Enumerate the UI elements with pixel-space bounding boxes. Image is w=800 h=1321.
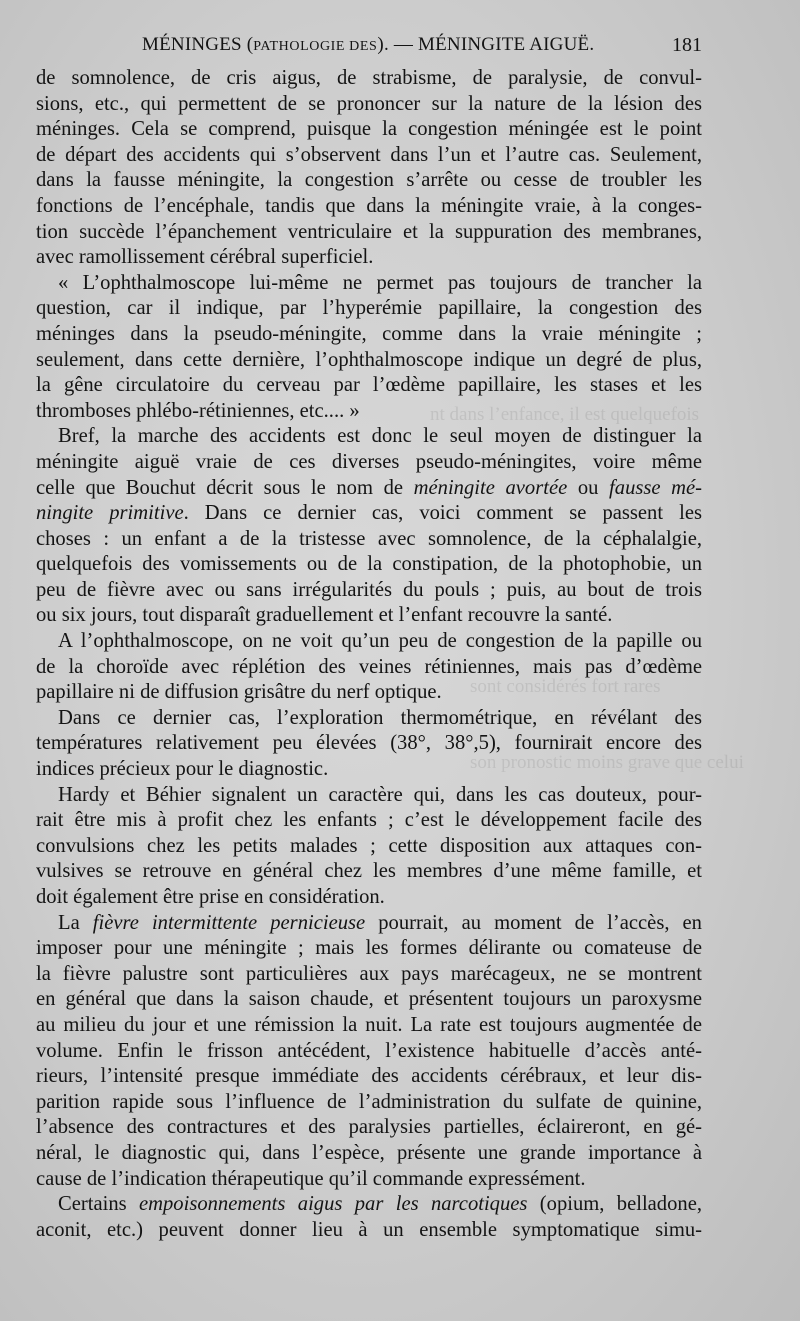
line-text: méningite aiguë vraie de ces diverses pseudo-méningites, voire même	[36, 450, 702, 473]
text-line	[36, 552, 702, 578]
line-text: dans la fausse méningite, la congestion s’arrête ou cesse de troubler les	[36, 169, 702, 192]
line-text: ou six jours, tout disparaît graduellement et l’enfant recouvre la santé.	[36, 604, 613, 627]
line-text: la fièvre palustre sont particulières aux pays marécageux, ne se montrent	[36, 962, 702, 985]
text-line	[36, 1218, 702, 1244]
text-line	[36, 911, 702, 937]
text-line	[36, 1141, 702, 1167]
bleed-through-text: sont considérés fort rares	[470, 676, 661, 697]
text-line	[36, 1192, 702, 1218]
text-line	[36, 1115, 702, 1141]
text-line	[36, 1039, 702, 1065]
line-text: tion succède l’épanchement ventriculaire et la suppuration des membranes,	[36, 220, 702, 243]
text-line	[36, 92, 702, 118]
line-text: Hardy et Béhier signalent un caractère qui, dans les cas douteux, pour-	[58, 783, 702, 806]
text-line	[36, 476, 702, 502]
line-text: fonctions de l’encéphale, tandis que dans la méningite vraie, à la conges-	[36, 194, 702, 217]
line-text: pourrait, au moment de l’accès, en	[365, 911, 702, 934]
line-text: « L’ophthalmoscope lui-même ne permet pas toujours de trancher la	[58, 271, 702, 294]
line-text: sions, etc., qui permettent de se prononcer sur la nature de la lésion des	[36, 92, 702, 115]
line-text: seulement, dans cette dernière, l’ophthalmoscope indique un degré de plus,	[36, 348, 702, 371]
text-line	[36, 322, 702, 348]
text-line	[36, 885, 702, 911]
text-line	[36, 245, 702, 271]
text-line	[36, 1090, 702, 1116]
text-line	[36, 296, 702, 322]
line-text: La	[58, 911, 93, 934]
running-header	[36, 34, 702, 58]
line-text: doit également être prise en considération.	[36, 886, 385, 908]
line-text: l’absence des contractures et des paralysies partielles, éclaireront, en gé-	[36, 1116, 702, 1139]
line-text: A l’ophthalmoscope, on ne voit qu’un peu de congestion de la papille ou	[58, 630, 702, 653]
bleed-through-text: son pronostic moins grave que celui	[470, 752, 744, 773]
text-line	[36, 706, 702, 732]
text-line	[36, 680, 702, 706]
text-line	[36, 859, 702, 885]
text-line	[36, 399, 702, 425]
line-text: quelquefois des vomissements ou de la constipation, de la photophobie, un	[36, 553, 702, 576]
line-text: méninges. Cela se comprend, puisque la congestion méningée est le point	[36, 118, 702, 141]
line-text: . Dans ce dernier cas, voici comment se passent les	[183, 502, 702, 525]
text-line	[36, 757, 702, 783]
line-text: parition rapide sous l’influence de l’administration du sulfate de quinine,	[36, 1090, 702, 1113]
line-text: (opium, belladone,	[527, 1193, 702, 1216]
line-text: Bref, la marche des accidents est donc le seul moyen de distinguer la	[58, 425, 702, 448]
text-line	[36, 168, 702, 194]
line-text: question, car il indique, par l’hyperémie papillaire, la congestion des	[36, 297, 702, 320]
text-line	[36, 424, 702, 450]
line-text: volume. Enfin le frisson antécédent, l’existence habituelle d’accès anté-	[36, 1039, 702, 1062]
line-text: peu de fièvre avec ou sans irrégularités du pouls ; puis, au bout de trois	[36, 578, 702, 601]
line-text: au milieu du jour et une rémission la nuit. La rate est toujours augmentée de	[36, 1013, 702, 1036]
text-line	[36, 194, 702, 220]
text-line	[36, 808, 702, 834]
text-line	[36, 629, 702, 655]
text-line	[36, 578, 702, 604]
line-text: aconit, etc.) peuvent donner lieu à un ensemble symptomatique simu-	[36, 1218, 702, 1241]
text-line	[36, 987, 702, 1013]
text-line	[36, 527, 702, 553]
italic-text: empoisonnements aigus par les narcotiques	[139, 1193, 528, 1216]
text-line	[36, 117, 702, 143]
line-text: Dans ce dernier cas, l’exploration thermométrique, en révélant des	[58, 706, 702, 729]
line-text: indices précieux pour le diagnostic.	[36, 758, 329, 781]
line-text: méninges dans la pseudo-méningite, comme dans la vraie méningite ;	[36, 322, 702, 345]
text-line	[36, 731, 702, 757]
text-line	[36, 655, 702, 681]
text-line	[36, 603, 702, 629]
text-line	[36, 143, 702, 169]
text-line	[36, 373, 702, 399]
body-text	[36, 66, 702, 1243]
line-text: néral, le diagnostic qui, dans l’espèce, présente une grande importance à	[36, 1141, 702, 1164]
text-line	[36, 834, 702, 860]
page-number: 181	[672, 34, 702, 56]
line-text: papillaire ni de diffusion grisâtre du nerf optique.	[36, 681, 442, 704]
running-title: MÉNINGES (PATHOLOGIE DES). — MÉNINGITE AIGUË.	[142, 34, 595, 55]
italic-text: méningite avortée	[413, 476, 568, 499]
line-text: rieurs, l’intensité presque immédiate des accidents cérébraux, et leur dis-	[36, 1065, 702, 1088]
text-line	[36, 1167, 702, 1193]
text-line	[36, 501, 702, 527]
text-line	[36, 1013, 702, 1039]
text-line	[36, 962, 702, 988]
line-text: imposer pour une méningite ; mais les formes délirante ou comateuse de	[36, 937, 702, 960]
text-line	[36, 348, 702, 374]
line-text: avec ramollissement cérébral superficiel.	[36, 246, 374, 269]
line-text: en général que dans la saison chaude, et présentent toujours un paroxysme	[36, 988, 702, 1011]
text-line	[36, 783, 702, 809]
line-text: thromboses phlébo-rétiniennes, etc.... »	[36, 399, 360, 422]
text-line	[36, 1064, 702, 1090]
line-text: cause de l’indication thérapeutique qu’il commande expressément.	[36, 1167, 586, 1190]
italic-text: ningite primitive	[36, 502, 184, 525]
text-line	[36, 450, 702, 476]
text-line	[36, 220, 702, 246]
italic-text: fausse mé-	[609, 476, 703, 499]
line-text: Certains	[58, 1193, 139, 1216]
text-line	[36, 936, 702, 962]
italic-text: fièvre intermittente pernicieuse	[92, 911, 366, 934]
line-text: vulsives se retrouve en général chez les membres d’une même famille, et	[36, 860, 702, 883]
bleed-through-text: nt dans l’enfance, il est quelquefois	[430, 404, 700, 425]
line-text: rait être mis à profit chez les enfants ; c’est le développement facile des	[36, 809, 702, 832]
line-text: la gêne circulatoire du cerveau par l’œdème papillaire, les stases et les	[36, 374, 702, 397]
line-text: de somnolence, de cris aigus, de strabisme, de paralysie, de convul-	[36, 67, 702, 89]
line-text: de départ des accidents qui s’observent dans l’un et l’autre cas. Seulement,	[36, 143, 702, 166]
line-text: températures relativement peu élevées (38°, 38°,5), fournirait encore des	[36, 732, 702, 755]
line-text: convulsions chez les petits malades ; cette disposition aux attaques con-	[36, 834, 702, 857]
line-text: ou	[567, 476, 610, 499]
line-text: celle que Bouchut décrit sous le nom de	[36, 476, 414, 499]
line-text: choses : un enfant a de la tristesse avec somnolence, de la céphalalgie,	[36, 527, 702, 550]
text-line	[36, 271, 702, 297]
line-text: de la choroïde avec réplétion des veines rétiniennes, mais pas d’œdème	[36, 655, 702, 678]
text-line	[36, 66, 702, 92]
